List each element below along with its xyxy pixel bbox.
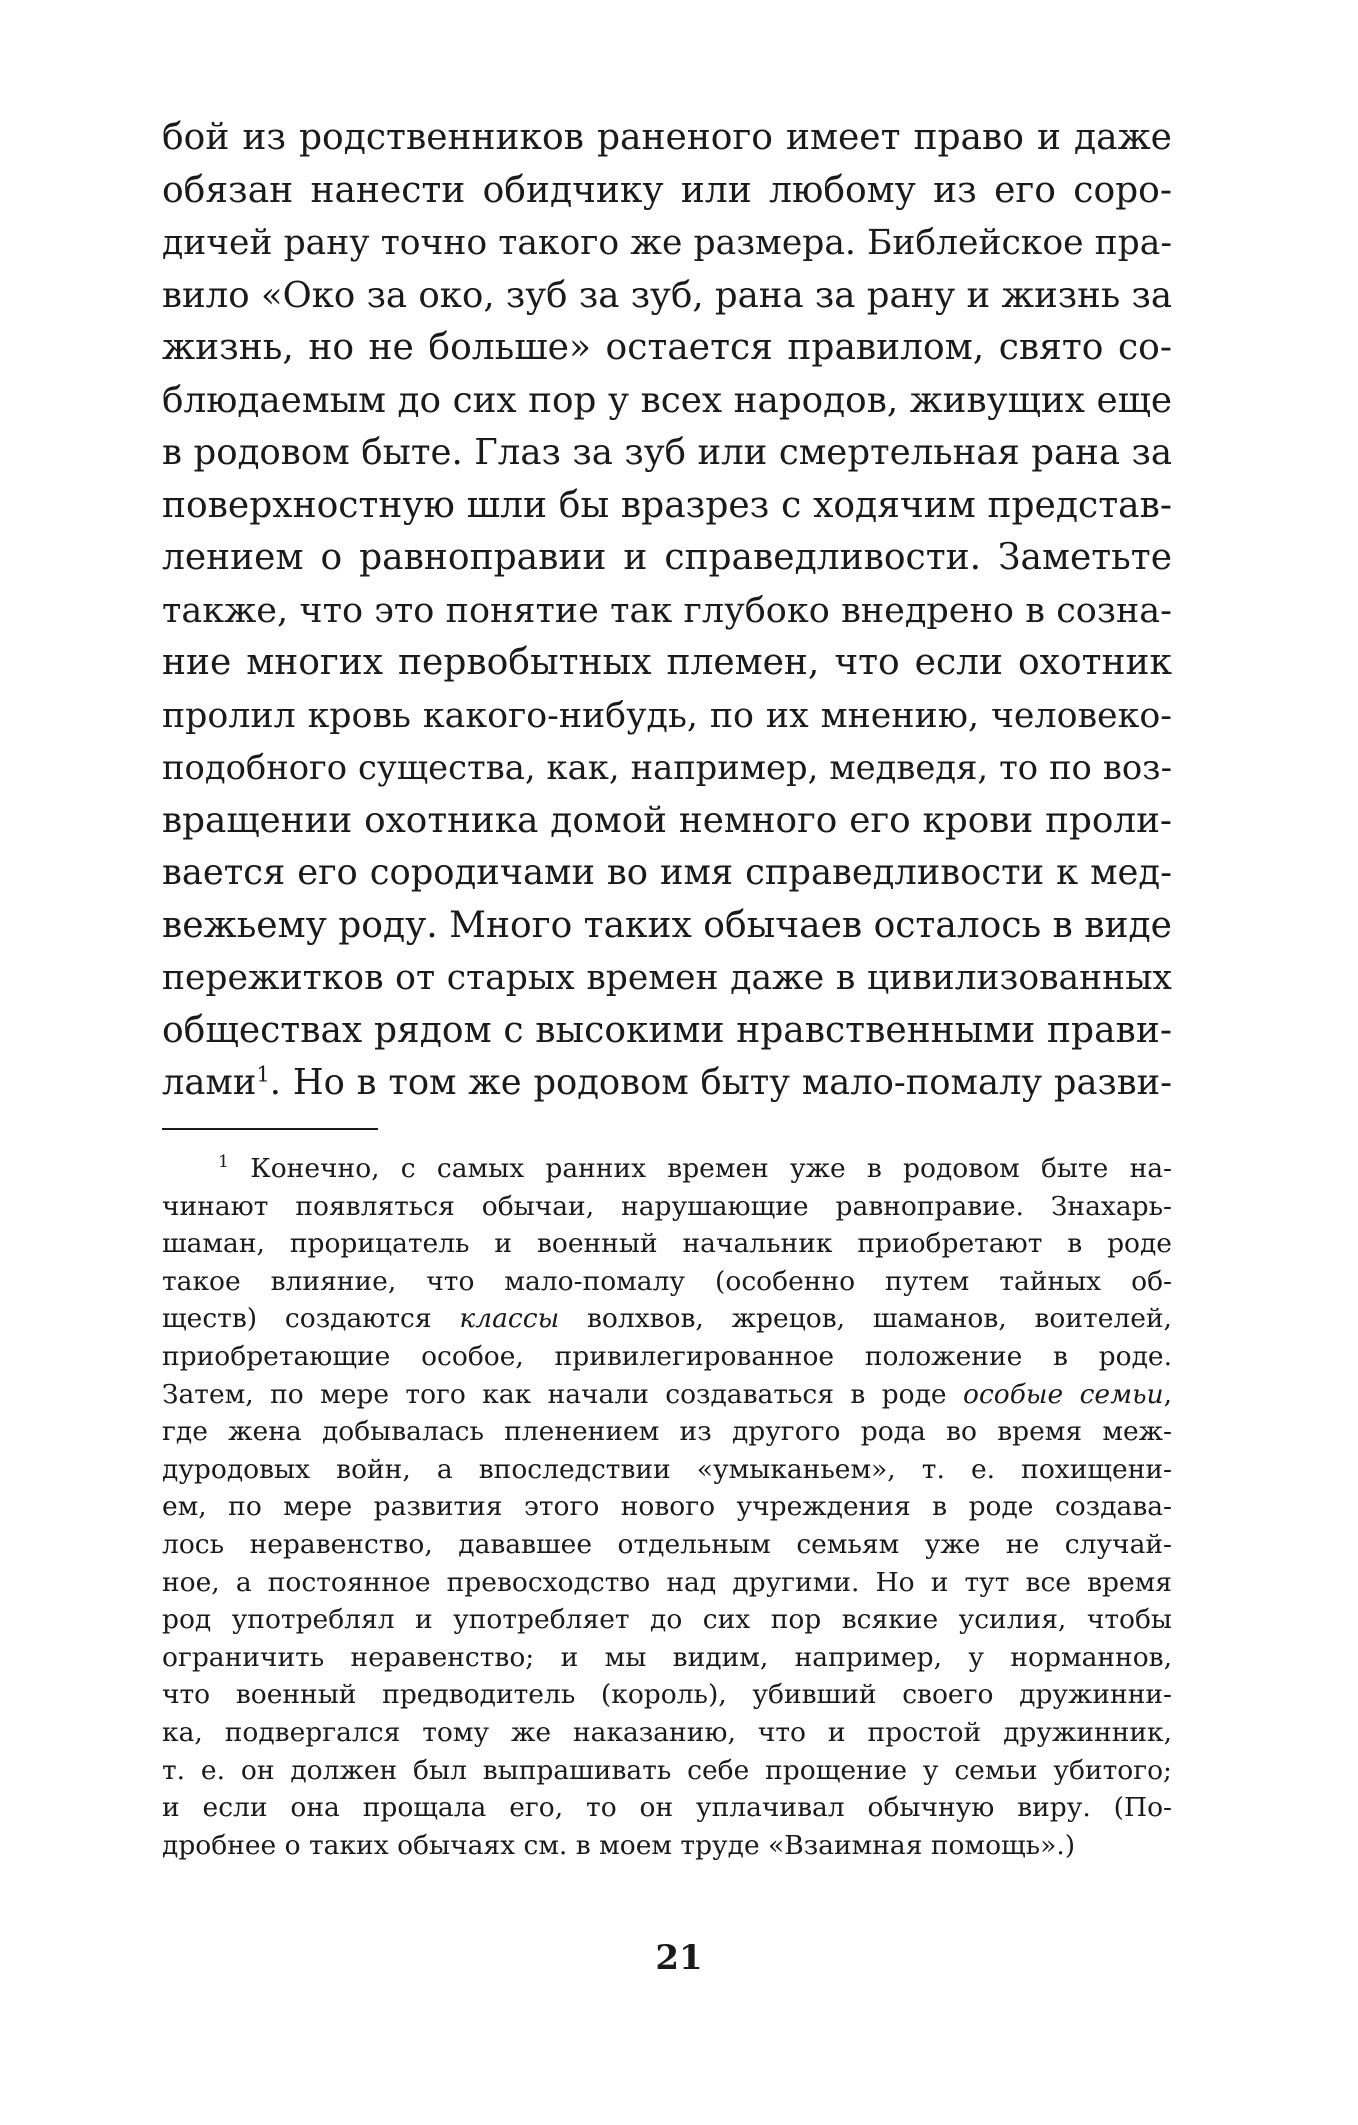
- text-line: дичей рану точно такого же размера. Библейское пра-: [162, 223, 1172, 263]
- footnote: [162, 1150, 1172, 1864]
- footnote-italic: классы: [459, 1303, 560, 1335]
- text-line: пролил кровь какого-нибудь, по их мнению, человеко-: [162, 695, 1172, 736]
- footnote-line: род употреблял и употребляет до сих пор всякие усилия, чтобы: [162, 1604, 1172, 1636]
- footnote-line: и если она прощала его, то он уплачивал обычную виру. (По-: [162, 1792, 1172, 1824]
- footnote-line: такое влияние, что мало-помалу (особенно путем тайных об-: [162, 1265, 1172, 1297]
- footnote-text: ществ) создаются: [162, 1303, 460, 1335]
- text-line: также, что это понятие так глубоко внедрено в созна-: [162, 590, 1172, 631]
- footnote-line: где жена добывалась пленением из другого рода во время меж-: [162, 1416, 1172, 1448]
- text-line-last: [162, 1057, 1172, 1110]
- text-line: в родовом быте. Глаз за зуб или смертельная рана за: [162, 432, 1172, 473]
- footnote-reference[interactable]: 1: [256, 1061, 270, 1087]
- text-line: ние многих первобытных племен, что если охотник: [162, 642, 1172, 683]
- text-line: обязан нанести обидчику или любому из его соро-: [162, 169, 1172, 211]
- footnote-line: ка, подвергался тому же наказанию, что и простой дружинник,: [162, 1716, 1172, 1748]
- footnote-text: Затем, по мере того как начали создаваться в роде: [162, 1378, 963, 1410]
- text-line: бой из родственников раненого имеет право и даже: [162, 117, 1172, 158]
- footnote-line: ем, по мере развития этого нового учреждения в роде создава-: [162, 1491, 1172, 1523]
- text-line: вежьему роду. Много таких обычаев осталось в виде: [162, 904, 1172, 946]
- footnote-line: шаман, прорицатель и военный начальник приобретают в роде: [162, 1228, 1172, 1260]
- footnote-italic: особые семьи: [963, 1378, 1164, 1410]
- footnote-separator: [162, 1128, 378, 1130]
- footnote-line: дуродовых войн, а впоследствии «умыканьем», т. е. похищени-: [162, 1453, 1172, 1485]
- footnote-text: волхвов, жрецов, шаманов, воителей,: [559, 1303, 1172, 1335]
- main-text: [162, 112, 1172, 1110]
- text-fragment: лами: [162, 1062, 257, 1103]
- footnote-line-last: дробнее о таких обычаях см. в моем труде «Взаимная помощь».): [162, 1829, 1076, 1861]
- footnote-text: ,: [1163, 1378, 1173, 1410]
- footnote-line: [162, 1376, 1172, 1414]
- footnote-number: 1: [218, 1152, 229, 1173]
- text-line: пережитков от старых времен даже в цивилизованных: [162, 958, 1172, 998]
- page-number: 21: [655, 1938, 703, 1978]
- footnote-line: т. е. он должен был выпрашивать себе прощение у семьи убитого;: [162, 1754, 1172, 1786]
- text-line: жизнь, но не больше» остается правилом, свято со-: [162, 327, 1172, 368]
- footnote-line: ное, а постоянное превосходство над другими. Но и тут все время: [162, 1566, 1172, 1598]
- text-line: лением о равноправии и справедливости. Заметьте: [162, 537, 1172, 578]
- text-line: поверхностную шли бы вразрез с ходячим представ-: [162, 484, 1172, 526]
- footnote-line: что военный предводитель (король), убивший своего дружинни-: [162, 1679, 1172, 1711]
- footnote-line: чинают появляться обычаи, нарушающие равноправие. Знахарь-: [162, 1190, 1172, 1222]
- text-fragment: . Но в том же родовом быту мало-помалу разви-: [269, 1062, 1172, 1103]
- text-line: вается его сородичами во имя справедливости к мед-: [162, 852, 1172, 893]
- text-line: подобного существа, как, например, медведя, то по воз-: [162, 748, 1172, 787]
- text-line: вило «Око за око, зуб за зуб, рана за рану и жизнь за: [162, 274, 1172, 316]
- text-line: вращении охотника домой немного его крови проли-: [162, 799, 1172, 841]
- footnote-line: [162, 1300, 1172, 1338]
- footnote-text: Конечно, с самых ранних времен уже в родовом быте на-: [250, 1153, 1172, 1184]
- text-line: блюдаемым до сих пор у всех народов, живущих еще: [162, 379, 1172, 421]
- footnote-line: ограничить неравенство; и мы видим, например, у норманнов,: [162, 1641, 1172, 1673]
- footnote-line: лось неравенство, дававшее отдельным семьям уже не случай-: [162, 1528, 1172, 1560]
- footnote-line: приобретающие особое, привилегированное положение в роде.: [162, 1340, 1172, 1372]
- footnote-line: [162, 1150, 1172, 1188]
- text-line: обществах рядом с высокими нравственными прави-: [162, 1009, 1172, 1051]
